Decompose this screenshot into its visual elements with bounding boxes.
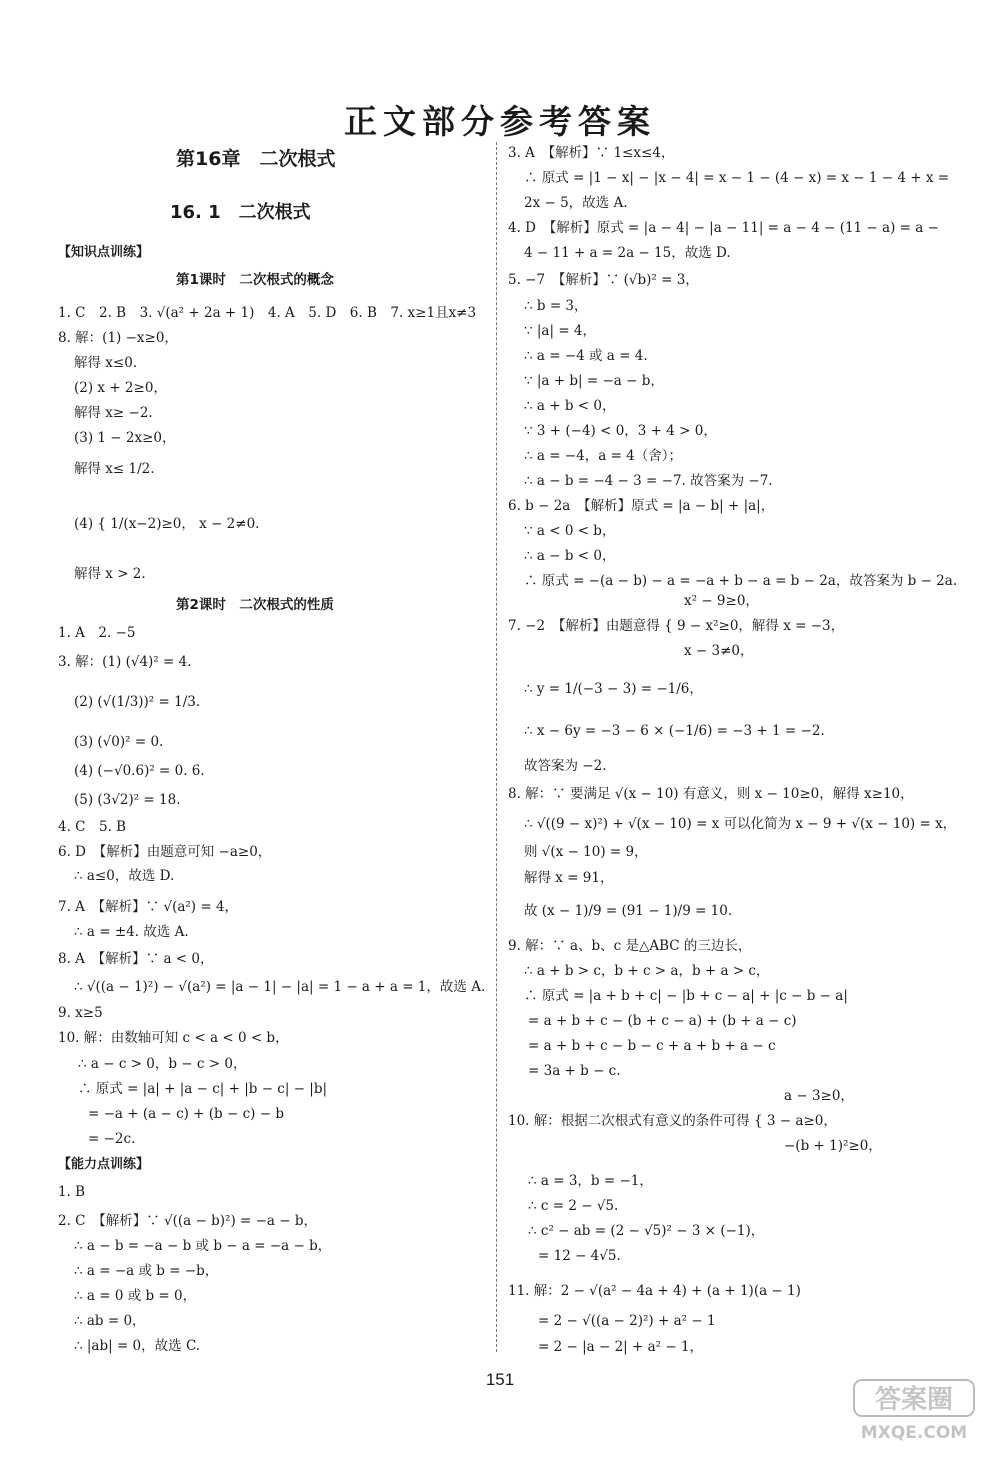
answer-line: ∴ 原式 = |1 − x| − |x − 4| = x − 1 − (4 − x) = x − 1 − 4 + x = — [524, 170, 950, 186]
answer-line: (3) 1 − 2x≥0， — [74, 430, 176, 446]
answer-line: 9. 解：∵ a、b、c 是△ABC 的三边长， — [508, 938, 752, 954]
answer-line: = a + b + c − b − c + a + b + a − c — [528, 1038, 776, 1054]
answer-line: (3) (√0)² = 0. — [74, 734, 164, 750]
answer-line: ∴ 原式 = |a + b + c| − |b + c − a| + |c − b − a| — [524, 988, 848, 1004]
answer-line: ∴ a = −4 或 a = 4. — [524, 348, 648, 364]
answer-line: ∴ a≤0，故选 D. — [74, 868, 175, 884]
answer-line: 10. 解：根据二次根式有意义的条件可得 { 3 − a≥0， — [508, 1113, 837, 1129]
lesson2-heading: 第2课时 二次根式的性质 — [176, 597, 334, 613]
answer-line: = 2 − |a − 2| + a² − 1， — [538, 1339, 704, 1355]
answer-line: ∴ a − c > 0，b − c > 0， — [78, 1056, 247, 1072]
answer-line: 2. C 【解析】∵ √((a − b)²) = −a − b， — [58, 1213, 317, 1229]
answer-line: 3. 解：(1) (√4)² = 4. — [58, 654, 192, 670]
answer-line: 1. B — [58, 1184, 86, 1200]
answer-line: 解得 x≥ −2. — [74, 405, 153, 421]
answer-line: ∴ 原式 = −(a − b) − a = −a + b − a = b − 2a，故答案为 b − 2a. — [524, 573, 958, 589]
answer-line: a − 3≥0， — [784, 1088, 854, 1104]
column-divider — [496, 142, 497, 1352]
answer-line: 解得 x > 2. — [74, 566, 146, 582]
answer-line: ∴ y = 1/(−3 − 3) = −1/6， — [524, 681, 703, 697]
answer-line: ∴ a = 3，b = −1， — [528, 1173, 653, 1189]
answer-line: 解得 x = 91， — [524, 870, 614, 886]
answer-line: ∴ |ab| = 0，故选 C. — [74, 1338, 201, 1354]
answer-line: (4) (−√0.6)² = 0. 6. — [74, 763, 205, 779]
answer-line: 1. C 2. B 3. √(a² + 2a + 1) 4. A 5. D 6. B 7. x≥1且x≠3 — [58, 305, 477, 321]
answer-line: x² − 9≥0， — [684, 593, 759, 609]
answer-line: ∴ a − b = −4 − 3 = −7. 故答案为 −7. — [524, 473, 773, 489]
answer-line: ∵ a < 0 < b， — [524, 523, 616, 539]
answer-line: ∴ a = −a 或 b = −b， — [74, 1263, 219, 1279]
answer-line: 3. A 【解析】∵ 1≤x≤4， — [508, 145, 675, 161]
page-number: 151 — [485, 1370, 515, 1389]
answer-line: 4. C 5. B — [58, 819, 127, 835]
answer-line: (2) (√(1/3))² = 1/3. — [74, 694, 201, 710]
answer-line: 解得 x≤0. — [74, 355, 138, 371]
answer-line: (2) x + 2≥0， — [74, 380, 167, 396]
answer-line: 8. A 【解析】∵ a < 0， — [58, 951, 214, 967]
answer-line: ∴ c = 2 − √5. — [528, 1198, 619, 1214]
answer-line: 6. b − 2a 【解析】原式 = |a − b| + |a|， — [508, 498, 775, 514]
answer-line: ∴ √((9 − x)²) + √(x − 10) = x 可以化简为 x − 9 + √(x − 10) = x， — [524, 816, 957, 832]
answer-line: = a + b + c − (b + c − a) + (b + a − c) — [528, 1013, 797, 1029]
answer-line: 4. D 【解析】原式 = |a − 4| − |a − 11| = a − 4 − (11 − a) = a − — [508, 220, 939, 236]
answer-line: 8. 解：(1) −x≥0， — [58, 330, 178, 346]
answer-line: (4) { 1/(x−2)≥0， x − 2≠0. — [74, 516, 260, 532]
answer-line: ∴ a − b = −a − b 或 b − a = −a − b， — [74, 1238, 332, 1254]
answer-line: ∴ ab = 0， — [74, 1313, 146, 1329]
knowledge-training-tag: 【知识点训练】 — [58, 245, 150, 260]
answer-line: ∴ x − 6y = −3 − 6 × (−1/6) = −3 + 1 = −2. — [524, 723, 825, 739]
answer-line: 8. 解：∵ 要满足 √(x − 10) 有意义，则 x − 10≥0，解得 x≥10， — [508, 786, 914, 802]
answer-line: = −2c. — [88, 1131, 136, 1147]
answer-line: ∴ b = 3， — [524, 298, 588, 314]
answer-line: 4 − 11 + a = 2a − 15，故选 D. — [524, 245, 731, 261]
answer-line: 则 √(x − 10) = 9， — [524, 844, 648, 860]
answer-line: 7. A 【解析】∵ √(a²) = 4， — [58, 899, 239, 915]
svg-text:答案圈: 答案圈 — [874, 1385, 954, 1415]
answer-line: −(b + 1)²≥0， — [784, 1138, 882, 1154]
answer-line: ∴ c² − ab = (2 − √5)² − 3 × (−1)， — [528, 1223, 765, 1239]
answer-line: ∴ a + b < 0， — [524, 398, 616, 414]
answer-line: ∴ √((a − 1)²) − √(a²) = |a − 1| − |a| = 1 − a + a = 1，故选 A. — [74, 979, 486, 995]
answer-line: = −a + (a − c) + (b − c) − b — [88, 1106, 284, 1122]
answer-line: 7. −2 【解析】由题意得 { 9 − x²≥0，解得 x = −3， — [508, 618, 845, 634]
answer-line: ∴ 原式 = |a| + |a − c| + |b − c| − |b| — [78, 1081, 328, 1097]
answer-line: 6. D 【解析】由题意可知 −a≥0， — [58, 844, 272, 860]
answer-line: 解得 x≤ 1/2. — [74, 461, 155, 477]
answer-line: = 3a + b − c. — [528, 1063, 621, 1079]
answer-line: 5. −7 【解析】∵ (√b)² = 3， — [508, 272, 699, 288]
answer-line: 2x − 5，故选 A. — [524, 195, 628, 211]
answer-line: ∴ a = 0 或 b = 0， — [74, 1288, 197, 1304]
answer-line: 11. 解：2 − √(a² − 4a + 4) + (a + 1)(a − 1) — [508, 1283, 801, 1299]
answer-line: (5) (3√2)² = 18. — [74, 792, 181, 808]
answer-line: 1. A 2. −5 — [58, 625, 136, 641]
answer-line: 9. x≥5 — [58, 1005, 103, 1021]
answer-line: = 12 − 4√5. — [538, 1248, 621, 1264]
answer-line: ∴ a + b > c，b + c > a，b + a > c， — [524, 963, 770, 979]
answer-line: 故答案为 −2. — [524, 758, 607, 774]
ability-training-tag: 【能力点训练】 — [58, 1157, 150, 1172]
answer-line: ∴ a = −4，a = 4（舍）； — [524, 448, 683, 464]
section-heading: 16. 1 二次根式 — [170, 202, 311, 223]
answer-line: x − 3≠0， — [684, 643, 754, 659]
svg-text:MXQE.COM: MXQE.COM — [860, 1423, 968, 1443]
answer-line: ∴ a − b < 0， — [524, 548, 616, 564]
answer-line: ∵ |a + b| = −a − b， — [524, 373, 664, 389]
answer-line: 10. 解：由数轴可知 c < a < 0 < b， — [58, 1030, 289, 1046]
chapter-heading: 第16章 二次根式 — [176, 148, 336, 170]
answer-line: ∵ 3 + (−4) < 0，3 + 4 > 0， — [524, 423, 717, 439]
lesson1-heading: 第1课时 二次根式的概念 — [176, 272, 334, 288]
answer-line: 故 (x − 1)/9 = (91 − 1)/9 = 10. — [524, 903, 733, 919]
answer-line: ∵ |a| = 4， — [524, 323, 597, 339]
page-title: 正文部分参考答案 — [344, 102, 656, 141]
watermark-logo — [848, 1376, 988, 1446]
answer-line: = 2 − √((a − 2)²) + a² − 1 — [538, 1313, 716, 1329]
answer-line: ∴ a = ±4. 故选 A. — [74, 924, 189, 940]
